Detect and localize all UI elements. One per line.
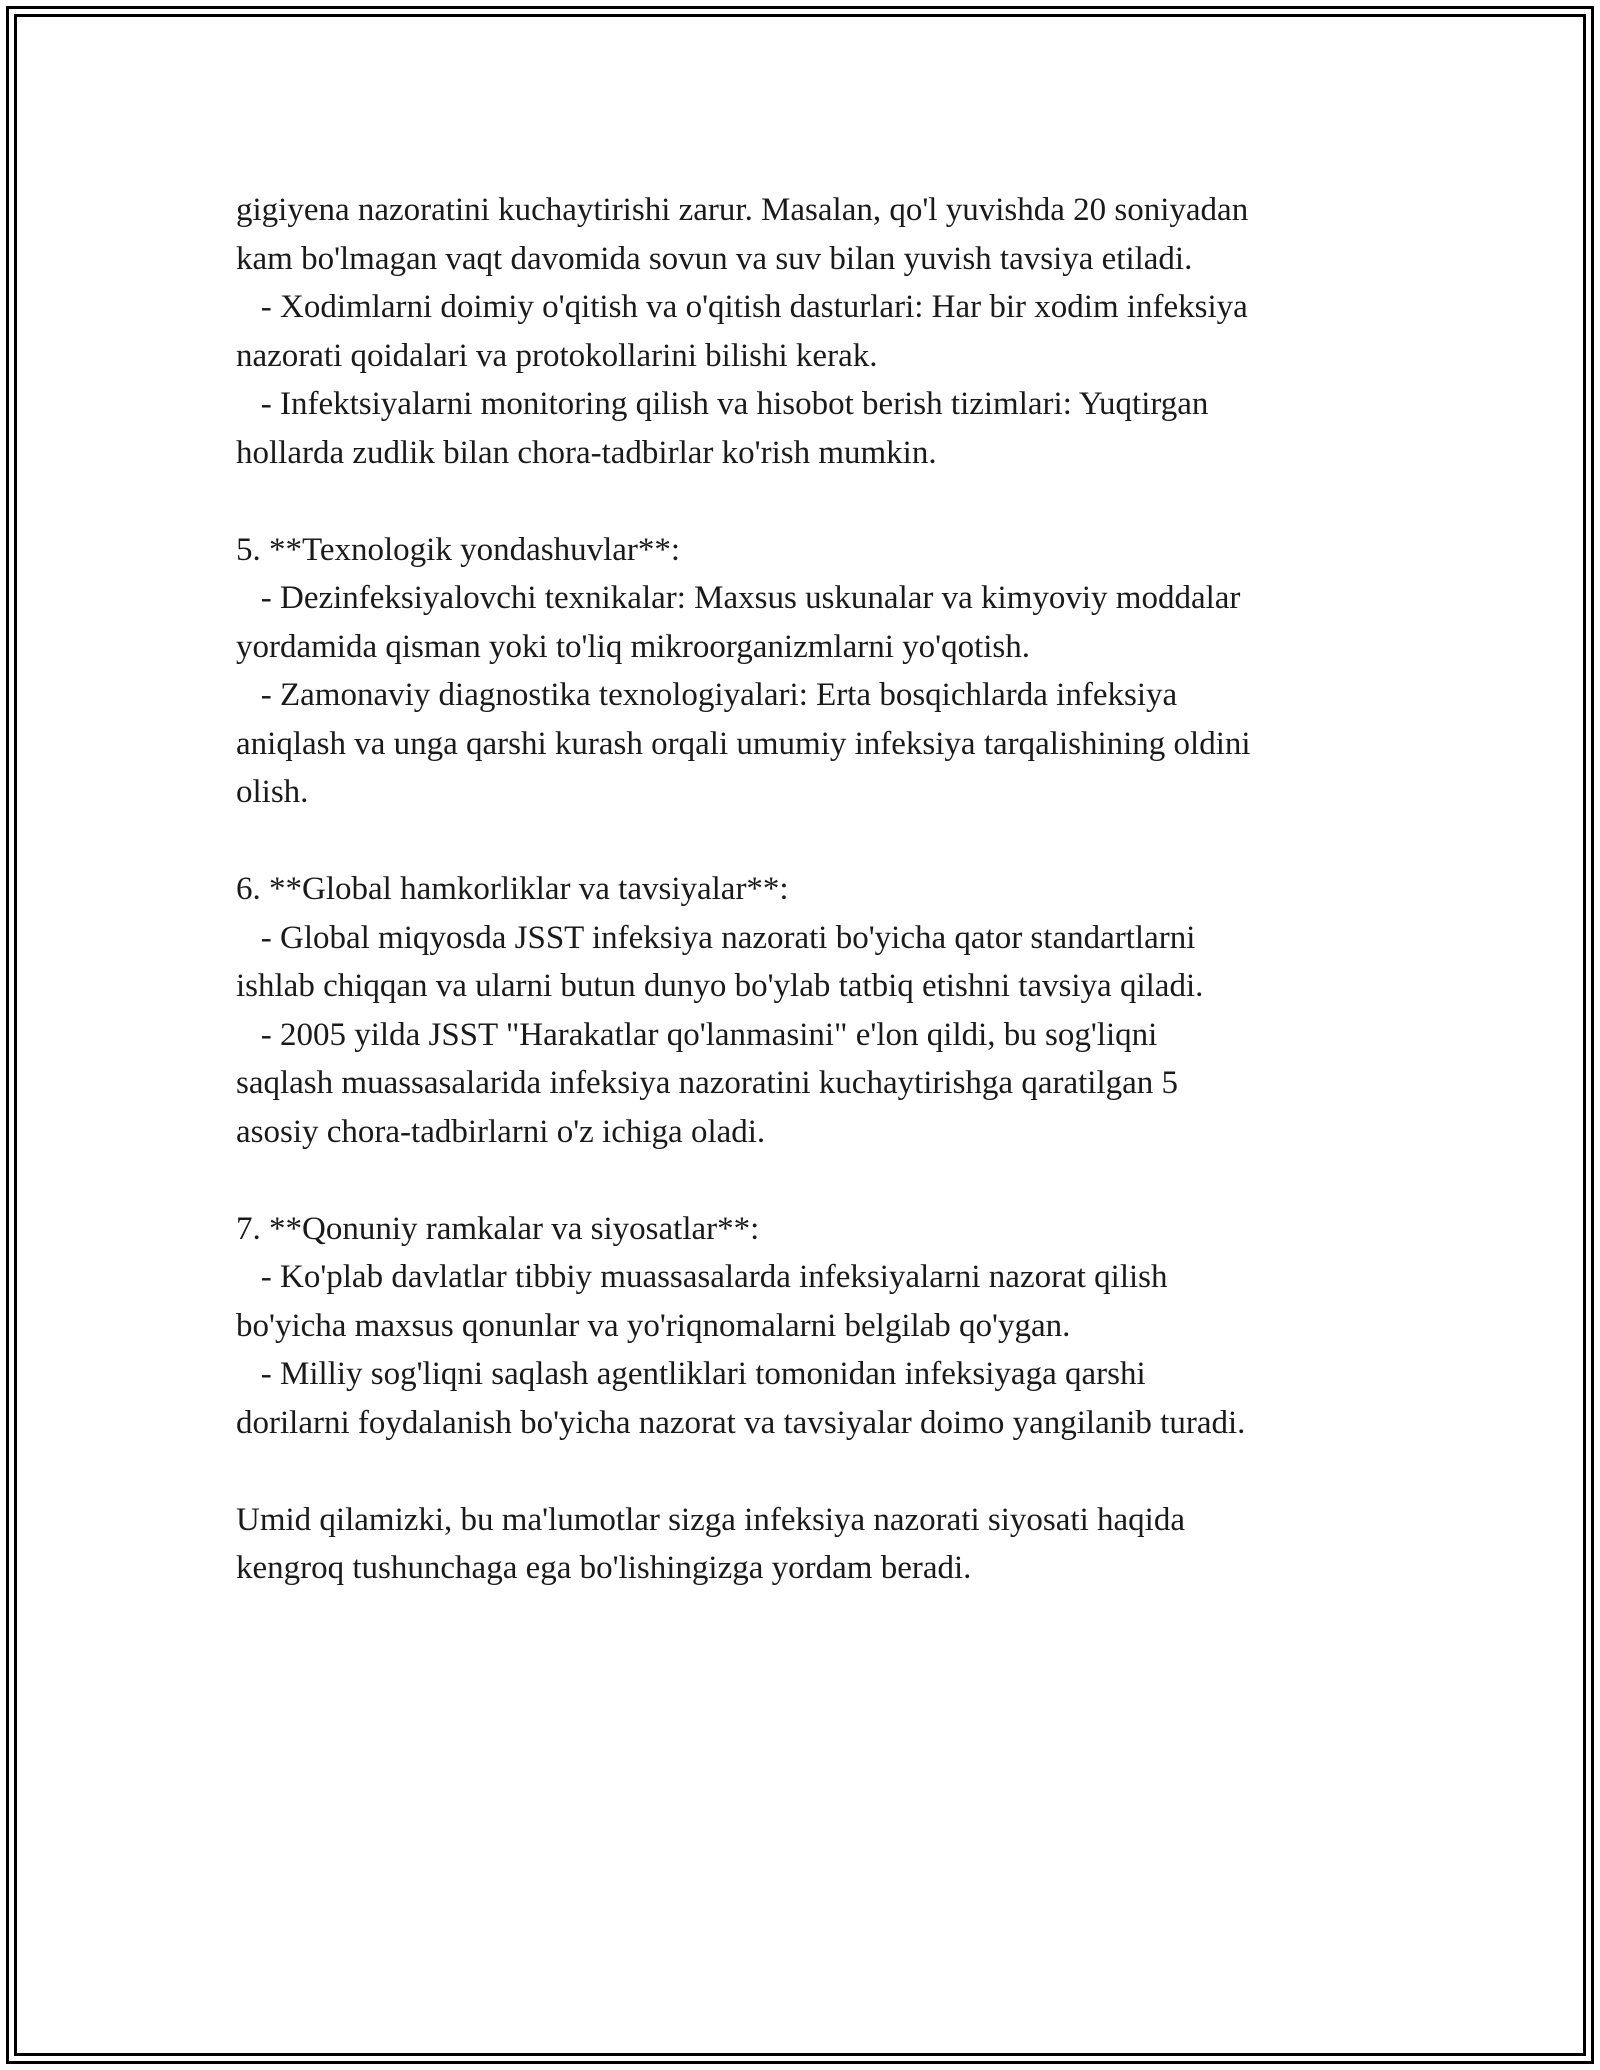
text-line: hollarda zudlik bilan chora-tadbirlar ko'rish mumkin. <box>236 434 937 471</box>
text-line: aniqlash va unga qarshi kurash orqali umumiy infeksiya tarqalishining oldini <box>236 725 1251 762</box>
text-line: - Ko'plab davlatlar tibbiy muassasalarda infeksiyalarni nazorat qilish <box>236 1259 1168 1295</box>
text-line: - Global miqyosda JSST infeksiya nazorati bo'yicha qator standartlarni <box>236 919 1196 956</box>
text-line: ishlab chiqqan va ularni butun dunyo bo'ylab tatbiq etishni tavsiya qiladi. <box>236 968 1204 1004</box>
text-line: - 2005 yilda JSST "Harakatlar qo'lanmasini" e'lon qildi, bu sog'liqni <box>236 1016 1158 1053</box>
text-line: - Infektsiyalarni monitoring qilish va hisobot berish tizimlari: Yuqtirgan <box>236 386 1209 422</box>
document-body <box>236 186 1376 1593</box>
text-line: - Zamonaviy diagnostika texnologiyalari: Erta bosqichlarda infeksiya <box>236 677 1178 713</box>
blank-line <box>236 1447 1376 1496</box>
text-line: yordamida qisman yoki to'liq mikroorganizmlarni yo'qotish. <box>236 628 1031 665</box>
text-line: - Xodimlarni doimiy o'qitish va o'qitish dasturlari: Har bir xodim infeksiya <box>236 289 1248 325</box>
text-line: saqlash muassasalarida infeksiya nazoratini kuchaytirishga qaratilgan 5 <box>236 1065 1179 1101</box>
text-line: bo'yicha maxsus qonunlar va yo'riqnomalarni belgilab qo'ygan. <box>236 1307 1071 1344</box>
text-line: - Milliy sog'liqni saqlash agentliklari tomonidan infeksiyaga qarshi <box>236 1356 1146 1392</box>
blank-line <box>236 1156 1376 1205</box>
section-heading: 7. **Qonuniy ramkalar va siyosatlar**: <box>236 1210 760 1247</box>
text-line: olish. <box>236 774 309 810</box>
section-heading: 6. **Global hamkorliklar va tavsiyalar**: <box>236 871 789 907</box>
closing-text-line: kengroq tushunchaga ega bo'lishingizga yordam beradi. <box>236 1550 972 1586</box>
text-line: gigiyena nazoratini kuchaytirishi zarur. Masalan, qo'l yuvishda 20 soniyadan <box>236 192 1249 228</box>
section-heading: 5. **Texnologik yondashuvlar**: <box>236 531 681 568</box>
blank-line <box>236 477 1376 526</box>
text-line: kam bo'lmagan vaqt davomida sovun va suv bilan yuvish tavsiya etiladi. <box>236 240 1193 277</box>
text-line: nazorati qoidalari va protokollarini bilishi kerak. <box>236 337 878 374</box>
blank-line <box>236 817 1376 866</box>
closing-text-line: Umid qilamizki, bu ma'lumotlar sizga infeksiya nazorati siyosati haqida <box>236 1501 1185 1538</box>
text-line: asosiy chora-tadbirlarni o'z ichiga oladi. <box>236 1113 766 1150</box>
text-line: dorilarni foydalanish bo'yicha nazorat va tavsiyalar doimo yangilanib turadi. <box>236 1404 1246 1441</box>
text-line: - Dezinfeksiyalovchi texnikalar: Maxsus uskunalar va kimyoviy moddalar <box>236 580 1241 616</box>
